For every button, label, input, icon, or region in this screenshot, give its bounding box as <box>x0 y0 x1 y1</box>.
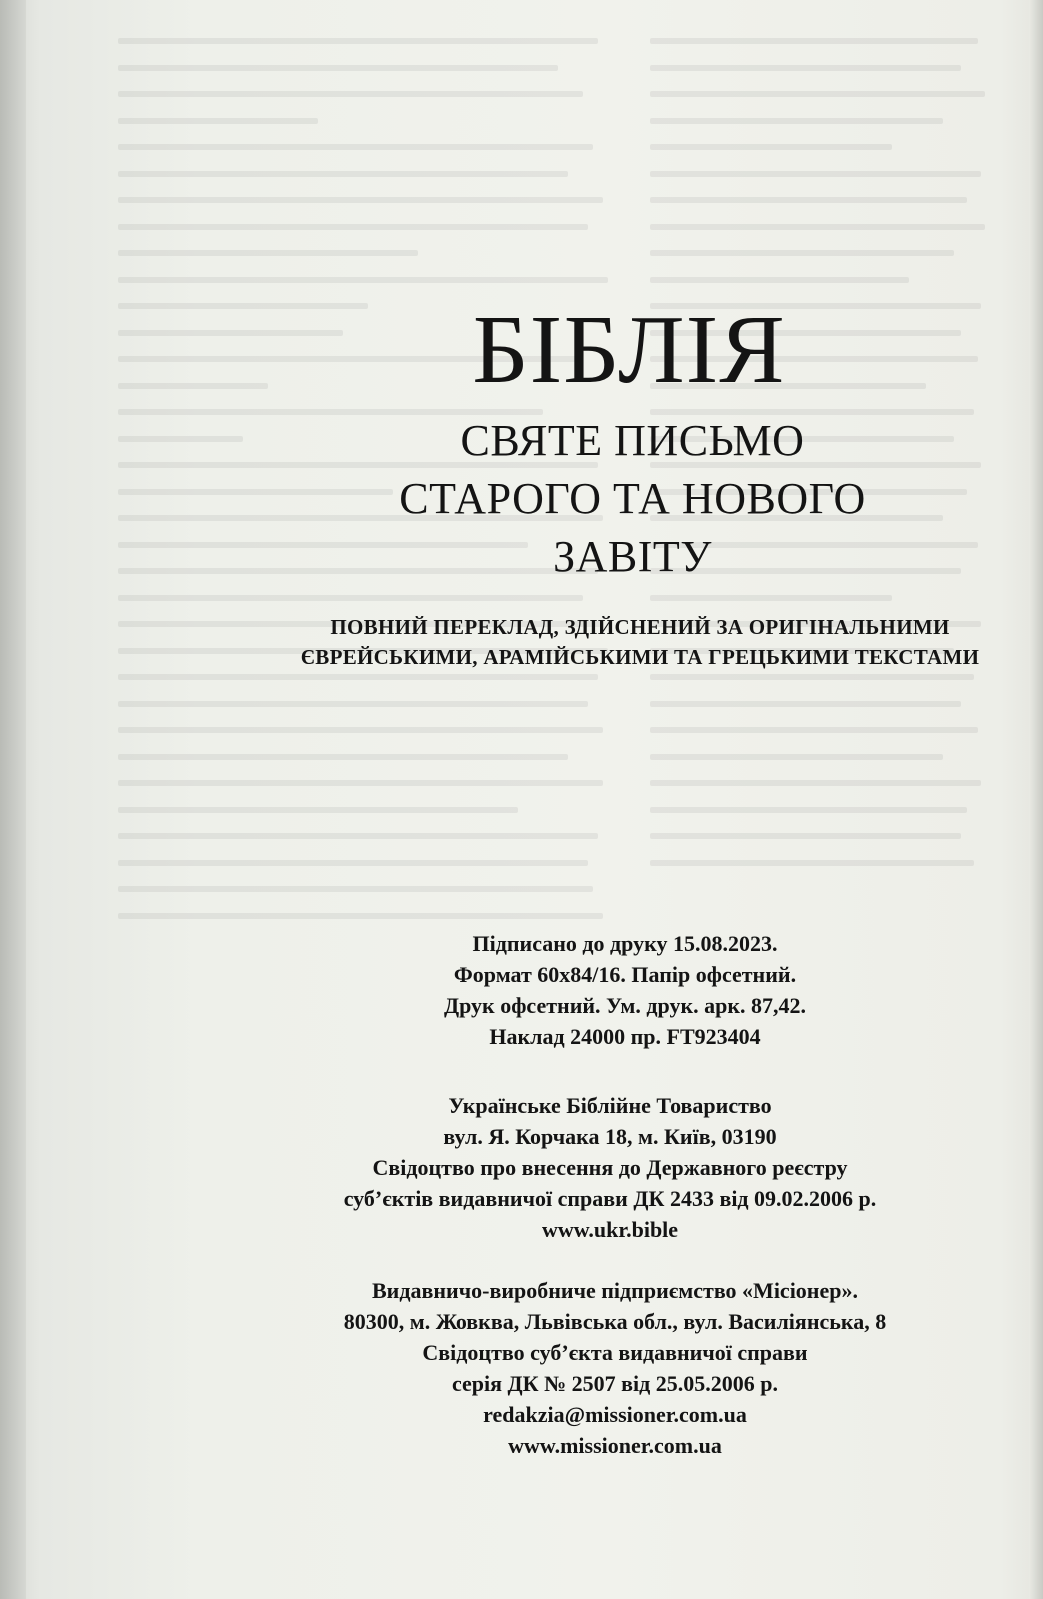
printer-email: redakzia@missioner.com.ua <box>483 1402 747 1427</box>
printer-line: Свідоцтво суб’єкта видавничої справи <box>422 1340 808 1365</box>
translation-line: ПОВНИЙ ПЕРЕКЛАД, ЗДІЙСНЕНИЙ ЗА ОРИГІНАЛЬНИМИ <box>330 615 950 639</box>
subtitle-line: СТАРОГО ТА НОВОГО <box>399 474 866 523</box>
printer-line: серія ДК № 2507 від 25.05.2006 р. <box>451 1371 779 1396</box>
print-info-line: Формат 60х84/16. Папір офсетний. <box>453 962 797 987</box>
publisher-info <box>290 1090 930 1245</box>
translation-line: ЄВРЕЙСЬКИМИ, АРАМІЙСЬКИМИ ТА ГРЕЦЬКИМИ ТЕКСТАМИ <box>300 645 980 669</box>
book-subtitle <box>355 412 910 586</box>
print-info <box>370 928 880 1052</box>
translation-note <box>270 612 1010 672</box>
publisher-line: Українське Біблійне Товариство <box>448 1093 772 1118</box>
print-info-line: Підписано до друку 15.08.2023. <box>472 931 778 956</box>
print-info-line: Наклад 24000 пр. FT923404 <box>489 1024 761 1049</box>
print-info-line: Друк офсетний. Ум. друк. арк. 87,42. <box>443 993 807 1018</box>
page-gutter-shadow <box>0 0 26 1599</box>
publisher-website: www.ukr.bible <box>541 1217 679 1242</box>
printer-info <box>270 1275 960 1461</box>
book-title: БІБЛІЯ <box>472 296 786 404</box>
printer-line: Видавничо-виробниче підприємство «Місіонер». <box>372 1278 858 1303</box>
printer-website: www.missioner.com.ua <box>508 1433 722 1458</box>
subtitle-line: ЗАВІТУ <box>553 532 712 581</box>
publisher-line: Свідоцтво про внесення до Державного реєстру <box>372 1155 848 1180</box>
publisher-line: вул. Я. Корчака 18, м. Київ, 03190 <box>443 1124 777 1149</box>
page-edge-shadow <box>1029 0 1043 1599</box>
printer-line: 80300, м. Жовква, Львівська обл., вул. Василіянська, 8 <box>343 1309 887 1334</box>
subtitle-line: СВЯТЕ ПИСЬМО <box>460 416 805 465</box>
publisher-line: суб’єктів видавничої справи ДК 2433 від 09.02.2006 р. <box>343 1186 877 1211</box>
